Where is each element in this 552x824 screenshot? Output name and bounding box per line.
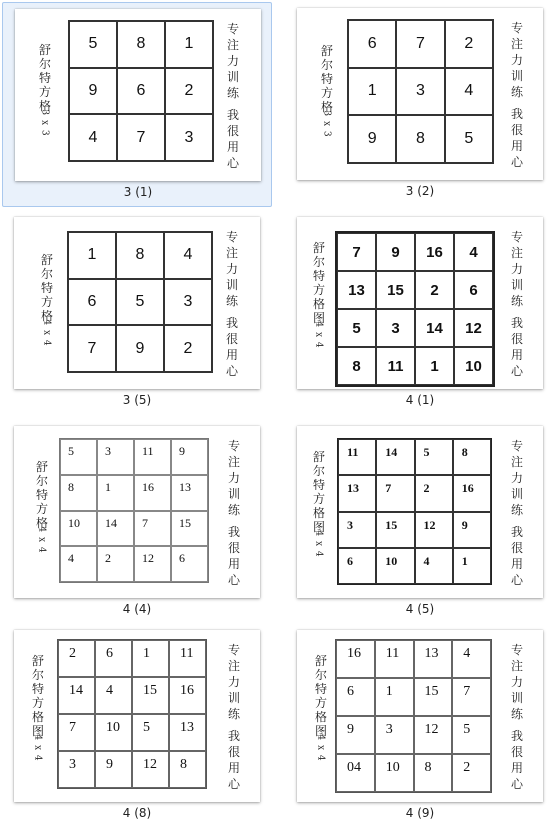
grid-number: 6 [454, 271, 493, 309]
grid-number: 14 [376, 439, 414, 475]
grid-size-label: 4 x 4 [37, 526, 47, 554]
title-char: 尔 [320, 58, 333, 72]
label-char: 用 [510, 139, 523, 153]
thumbnail-item[interactable] [285, 211, 552, 416]
grid-number: 5 [116, 279, 164, 326]
schulte-title-vertical [36, 43, 54, 137]
title-char: 方 [40, 295, 53, 309]
grid-number: 5 [69, 21, 117, 68]
thumbnail-image[interactable] [15, 9, 261, 181]
title-char: 图 [31, 724, 44, 738]
title-char: 方 [31, 696, 44, 710]
title-char: 图 [312, 520, 325, 534]
grid-number: 3 [97, 439, 134, 475]
grid-number: 8 [116, 232, 164, 279]
grid-number: 5 [452, 716, 491, 754]
grid-number: 11 [376, 347, 415, 385]
title-char: 特 [35, 488, 48, 502]
grid-number: 11 [375, 640, 414, 678]
grid-number: 16 [134, 475, 171, 511]
label-char: 心 [227, 573, 240, 587]
grid-number: 10 [60, 511, 97, 547]
grid-number: 4 [445, 68, 493, 116]
label-char: 练 [227, 503, 240, 517]
grid-number: 6 [348, 20, 396, 68]
label-char: 力 [510, 262, 523, 276]
title-char: 格 [35, 516, 48, 530]
label-char: 力 [226, 54, 239, 68]
label-char: 注 [227, 455, 240, 469]
label-char: 力 [227, 471, 240, 485]
grid-number: 2 [164, 325, 212, 372]
title-char: 方 [314, 696, 327, 710]
title-char: 尔 [35, 474, 48, 488]
thumbnail-item[interactable] [2, 211, 272, 416]
grid-number: 1 [165, 21, 213, 68]
label-char: 专 [510, 230, 523, 244]
title-char: 方 [320, 86, 333, 100]
grid-number: 9 [336, 716, 375, 754]
thumbnail-caption[interactable]: 4 (5) [405, 602, 435, 616]
grid-number: 8 [60, 475, 97, 511]
schulte-title-vertical [312, 654, 330, 762]
focus-training-label [226, 438, 242, 588]
label-char: 我 [227, 525, 240, 539]
label-char: 训 [226, 70, 239, 84]
title-char: 特 [40, 281, 53, 295]
label-char: 专 [227, 439, 240, 453]
grid-number: 8 [337, 347, 376, 385]
grid-number: 15 [414, 678, 453, 716]
grid-number: 15 [171, 511, 208, 547]
label-char: 很 [510, 123, 523, 137]
grid-number: 4 [452, 640, 491, 678]
label-char: 心 [510, 364, 523, 378]
grid-number: 7 [58, 714, 95, 751]
grid-number: 13 [414, 640, 453, 678]
grid-number: 7 [117, 114, 165, 161]
grid-size-label: 4 x 4 [33, 734, 43, 762]
label-char: 很 [227, 745, 240, 759]
schulte-grid [337, 438, 492, 585]
title-char: 尔 [31, 668, 44, 682]
grid-size-label: 4 x 4 [314, 530, 324, 558]
grid-number: 6 [338, 548, 376, 584]
title-char: 格 [312, 506, 325, 520]
grid-size-label: 4 x 4 [314, 321, 324, 349]
schulte-title-vertical [38, 253, 56, 347]
label-char: 练 [510, 707, 523, 721]
schulte-title-vertical [310, 450, 328, 558]
title-char: 舒 [38, 43, 51, 57]
grid-number: 16 [336, 640, 375, 678]
grid-number: 13 [169, 714, 206, 751]
title-char: 舒 [320, 44, 333, 58]
grid-number: 5 [60, 439, 97, 475]
grid-number: 2 [415, 475, 453, 511]
grid-number: 2 [445, 20, 493, 68]
label-char: 我 [510, 316, 523, 330]
focus-training-label [224, 229, 240, 379]
label-char: 很 [510, 745, 523, 759]
title-char: 方 [312, 283, 325, 297]
label-char: 练 [510, 503, 523, 517]
title-char: 舒 [31, 654, 44, 668]
grid-number: 7 [452, 678, 491, 716]
grid-number: 4 [164, 232, 212, 279]
label-char: 力 [510, 53, 523, 67]
grid-number: 15 [376, 271, 415, 309]
grid-number: 8 [396, 115, 444, 163]
label-char: 练 [227, 707, 240, 721]
thumbnail-image[interactable] [14, 426, 260, 598]
title-char: 特 [314, 682, 327, 696]
grid-number: 13 [171, 475, 208, 511]
grid-number: 8 [414, 754, 453, 792]
grid-number: 15 [376, 512, 414, 548]
label-char: 很 [225, 332, 238, 346]
grid-number: 9 [95, 751, 132, 788]
label-char: 我 [510, 107, 523, 121]
grid-size-label: 3 x 3 [322, 110, 332, 138]
grid-number: 3 [165, 114, 213, 161]
thumbnail-item[interactable] [285, 2, 552, 207]
grid-number: 3 [164, 279, 212, 326]
schulte-grid [57, 639, 207, 789]
grid-number: 04 [336, 754, 375, 792]
grid-number: 5 [445, 115, 493, 163]
grid-number: 10 [454, 347, 493, 385]
grid-number: 12 [132, 751, 169, 788]
label-char: 专 [510, 21, 523, 35]
label-char: 注 [510, 37, 523, 51]
label-char: 练 [510, 85, 523, 99]
label-char: 我 [227, 729, 240, 743]
label-char: 我 [226, 108, 239, 122]
title-char: 舒 [314, 654, 327, 668]
thumbnail-caption[interactable]: 3 (2) [405, 184, 435, 198]
title-char: 特 [38, 71, 51, 85]
thumbnail-item[interactable] [285, 420, 552, 625]
grid-number: 9 [453, 512, 491, 548]
label-char: 很 [226, 124, 239, 138]
title-char: 特 [312, 269, 325, 283]
label-char: 练 [226, 86, 239, 100]
grid-number: 9 [376, 233, 415, 271]
title-char: 格 [40, 309, 53, 323]
schulte-grid [347, 19, 494, 164]
schulte-grid [68, 20, 214, 162]
thumbnail-item[interactable] [2, 2, 272, 207]
thumbnail-image[interactable] [14, 630, 260, 802]
label-char: 用 [225, 348, 238, 362]
grid-number: 8 [453, 439, 491, 475]
grid-number: 12 [134, 546, 171, 582]
label-char: 注 [227, 659, 240, 673]
title-char: 尔 [312, 255, 325, 269]
label-char: 注 [225, 246, 238, 260]
schulte-title-vertical [33, 460, 51, 554]
label-char: 心 [227, 777, 240, 791]
label-char: 心 [510, 573, 523, 587]
grid-number: 3 [376, 309, 415, 347]
title-char: 舒 [312, 241, 325, 255]
grid-number: 4 [60, 546, 97, 582]
label-char: 训 [227, 487, 240, 501]
label-char: 用 [227, 557, 240, 571]
title-char: 方 [38, 85, 51, 99]
label-char: 注 [510, 455, 523, 469]
label-char: 力 [510, 471, 523, 485]
grid-number: 3 [396, 68, 444, 116]
label-char: 注 [226, 38, 239, 52]
grid-number: 1 [68, 232, 116, 279]
grid-number: 4 [95, 677, 132, 714]
grid-number: 12 [415, 512, 453, 548]
label-char: 训 [510, 487, 523, 501]
thumbnail-image[interactable] [297, 217, 543, 389]
title-char: 图 [314, 724, 327, 738]
grid-number: 6 [95, 640, 132, 677]
title-char: 格 [38, 99, 51, 113]
title-char: 尔 [312, 464, 325, 478]
label-char: 专 [226, 22, 239, 36]
title-char: 舒 [40, 253, 53, 267]
grid-number: 8 [169, 751, 206, 788]
grid-number: 2 [452, 754, 491, 792]
grid-number: 1 [415, 347, 454, 385]
grid-number: 8 [117, 21, 165, 68]
grid-number: 7 [376, 475, 414, 511]
title-char: 特 [31, 682, 44, 696]
thumbnail-caption[interactable]: 3 (5) [122, 393, 152, 407]
schulte-title-vertical [318, 44, 336, 138]
grid-size-label: 4 x 4 [316, 734, 326, 762]
focus-training-label [225, 21, 241, 171]
grid-number: 9 [69, 68, 117, 115]
focus-training-label [509, 229, 525, 379]
grid-number: 9 [171, 439, 208, 475]
label-char: 专 [227, 643, 240, 657]
grid-number: 6 [117, 68, 165, 115]
grid-number: 4 [415, 548, 453, 584]
label-char: 心 [510, 777, 523, 791]
label-char: 用 [510, 761, 523, 775]
title-char: 方 [35, 502, 48, 516]
label-char: 心 [226, 156, 239, 170]
grid-number: 15 [132, 677, 169, 714]
label-char: 我 [225, 316, 238, 330]
label-char: 心 [510, 155, 523, 169]
label-char: 力 [510, 675, 523, 689]
grid-number: 13 [338, 475, 376, 511]
grid-number: 12 [414, 716, 453, 754]
grid-number: 5 [415, 439, 453, 475]
thumbnail-caption[interactable]: 3 (1) [123, 185, 153, 199]
label-char: 注 [510, 659, 523, 673]
thumbnail-item[interactable] [285, 624, 552, 824]
title-char: 舒 [35, 460, 48, 474]
grid-number: 6 [336, 678, 375, 716]
grid-number: 1 [375, 678, 414, 716]
label-char: 训 [510, 278, 523, 292]
grid-number: 1 [97, 475, 134, 511]
grid-number: 16 [415, 233, 454, 271]
grid-number: 7 [134, 511, 171, 547]
grid-number: 14 [415, 309, 454, 347]
title-char: 格 [320, 100, 333, 114]
grid-number: 3 [375, 716, 414, 754]
grid-number: 4 [454, 233, 493, 271]
title-char: 图 [312, 311, 325, 325]
grid-number: 1 [453, 548, 491, 584]
label-char: 专 [510, 643, 523, 657]
label-char: 训 [510, 69, 523, 83]
grid-number: 5 [337, 309, 376, 347]
grid-number: 2 [415, 271, 454, 309]
grid-number: 10 [376, 548, 414, 584]
thumbnail-item[interactable] [2, 420, 272, 625]
grid-number: 16 [453, 475, 491, 511]
schulte-title-vertical [310, 241, 328, 349]
grid-number: 3 [338, 512, 376, 548]
grid-number: 2 [97, 546, 134, 582]
grid-number: 7 [337, 233, 376, 271]
thumbnail-image[interactable] [297, 630, 543, 802]
thumbnail-image[interactable] [297, 8, 543, 180]
thumbnail-image[interactable] [297, 426, 543, 598]
title-char: 格 [312, 297, 325, 311]
grid-number: 16 [169, 677, 206, 714]
grid-number: 6 [171, 546, 208, 582]
focus-training-label [509, 438, 525, 588]
grid-number: 5 [132, 714, 169, 751]
grid-number: 11 [134, 439, 171, 475]
thumbnail-caption[interactable]: 4 (9) [405, 806, 435, 820]
grid-number: 7 [68, 325, 116, 372]
thumbnail-caption[interactable]: 4 (4) [122, 602, 152, 616]
grid-size-label: 3 x 3 [40, 109, 50, 137]
label-char: 用 [510, 348, 523, 362]
title-char: 格 [314, 710, 327, 724]
title-char: 特 [320, 72, 333, 86]
schulte-grid [67, 231, 213, 373]
grid-number: 2 [58, 640, 95, 677]
label-char: 注 [510, 246, 523, 260]
label-char: 我 [510, 525, 523, 539]
thumbnail-caption[interactable]: 4 (1) [405, 393, 435, 407]
grid-number: 1 [348, 68, 396, 116]
grid-number: 4 [69, 114, 117, 161]
thumbnail-item[interactable] [2, 624, 272, 824]
label-char: 用 [510, 557, 523, 571]
focus-training-label [509, 642, 525, 792]
schulte-grid [59, 438, 209, 583]
label-char: 我 [510, 729, 523, 743]
focus-training-label [226, 642, 242, 792]
grid-number: 12 [454, 309, 493, 347]
title-char: 舒 [312, 450, 325, 464]
title-char: 特 [312, 478, 325, 492]
label-char: 专 [225, 230, 238, 244]
grid-number: 10 [95, 714, 132, 751]
label-char: 很 [510, 541, 523, 555]
focus-training-label [509, 20, 525, 170]
grid-number: 10 [375, 754, 414, 792]
label-char: 练 [510, 294, 523, 308]
label-char: 心 [225, 364, 238, 378]
grid-number: 9 [348, 115, 396, 163]
schulte-grid [335, 231, 495, 387]
grid-number: 14 [58, 677, 95, 714]
title-char: 格 [31, 710, 44, 724]
grid-number: 13 [337, 271, 376, 309]
grid-number: 9 [116, 325, 164, 372]
schulte-grid [335, 639, 492, 793]
grid-number: 6 [68, 279, 116, 326]
label-char: 力 [227, 675, 240, 689]
grid-number: 11 [338, 439, 376, 475]
label-char: 训 [227, 691, 240, 705]
title-char: 尔 [38, 57, 51, 71]
grid-number: 11 [169, 640, 206, 677]
grid-number: 1 [132, 640, 169, 677]
grid-number: 3 [58, 751, 95, 788]
label-char: 用 [226, 140, 239, 154]
grid-size-label: 4 x 4 [42, 319, 52, 347]
label-char: 练 [225, 294, 238, 308]
label-char: 训 [510, 691, 523, 705]
schulte-title-vertical [29, 654, 47, 762]
grid-number: 2 [165, 68, 213, 115]
grid-number: 7 [396, 20, 444, 68]
title-char: 方 [312, 492, 325, 506]
title-char: 尔 [314, 668, 327, 682]
title-char: 尔 [40, 267, 53, 281]
thumbnail-image[interactable] [14, 217, 260, 389]
grid-number: 14 [97, 511, 134, 547]
label-char: 力 [225, 262, 238, 276]
label-char: 训 [225, 278, 238, 292]
label-char: 专 [510, 439, 523, 453]
label-char: 很 [227, 541, 240, 555]
label-char: 用 [227, 761, 240, 775]
thumbnail-caption[interactable]: 4 (8) [122, 806, 152, 820]
label-char: 很 [510, 332, 523, 346]
